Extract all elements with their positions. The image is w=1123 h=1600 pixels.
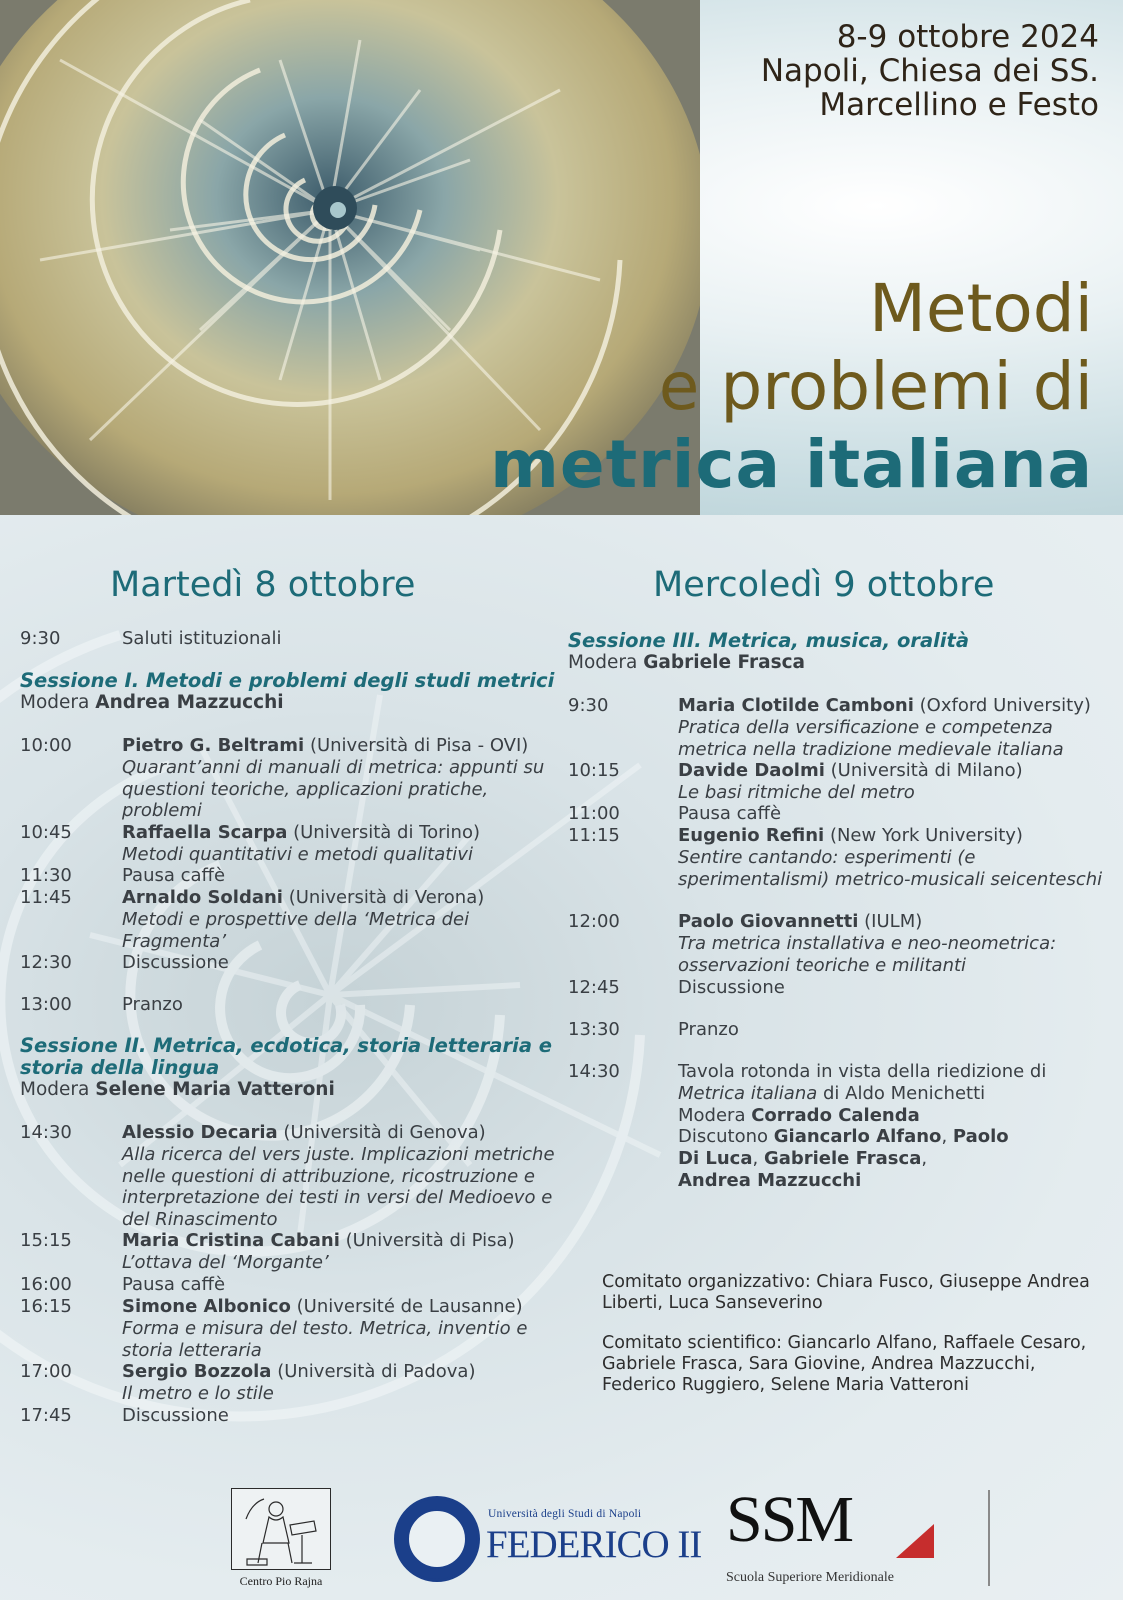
speaker-name: Giancarlo Alfano <box>773 1126 942 1148</box>
speaker-affiliation: (Università di Padova) <box>271 1361 476 1382</box>
talk-content <box>122 1230 567 1274</box>
talk-title: Forma e misura del testo. Metrica, inventio e storia letteraria <box>122 1317 528 1361</box>
title-line-3: metrica italiana <box>490 426 1093 503</box>
round-table-moderator <box>678 1105 1108 1127</box>
divider <box>988 1490 990 1586</box>
speaker-name: Paolo Giovannetti <box>678 911 859 932</box>
speaker-name: Paolo <box>952 1126 1009 1148</box>
talk-title: Le basi ritmiche del metro <box>678 781 915 803</box>
speaker-affiliation: (Università di Torino) <box>287 822 480 843</box>
talk-content <box>678 911 1108 976</box>
round-table-speakers-cont <box>678 1148 1108 1170</box>
break-text: Pausa caffè <box>122 865 226 886</box>
round-table-intro: Tavola rotonda in vista della riedizione di <box>678 1061 1047 1082</box>
speaker-name: Sergio Bozzola <box>122 1361 272 1382</box>
speaker-name: Alessio Decaria <box>122 1122 278 1143</box>
ssm-logo <box>726 1483 986 1590</box>
speaker-affiliation: (New York University) <box>824 825 1023 846</box>
day1-heading: Martedì 8 ottobre <box>110 565 416 605</box>
time: 16:15 <box>20 1296 72 1317</box>
time: 14:30 <box>568 1061 620 1082</box>
talk-content <box>678 695 1108 760</box>
speaker-name: Raffaella Scarpa <box>122 822 288 843</box>
day2-heading: Mercoledì 9 ottobre <box>653 565 995 605</box>
speaker-affiliation: (Università di Verona) <box>282 887 485 908</box>
time: 17:45 <box>20 1405 72 1426</box>
talk-content <box>122 887 567 952</box>
session2-title <box>20 1035 552 1079</box>
ssm-wordmark: SSM <box>726 1483 853 1556</box>
discussion-text: Discussione <box>678 977 785 998</box>
ssm-triangle-icon <box>896 1524 934 1558</box>
title-line-1: Metodi <box>868 270 1093 347</box>
separator: , <box>941 1126 953 1148</box>
separator: , <box>752 1148 764 1170</box>
federico-wordmark: FEDERICO II <box>486 1523 702 1566</box>
organizing-committee: Comitato organizzativo: Chiara Fusco, Giuseppe Andrea Liberti, Luca Sanseverino <box>602 1272 1090 1313</box>
round-table-book <box>678 1083 1108 1105</box>
talk-title: Metodi e prospettive della ‘Metrica dei Fragmenta’ <box>122 908 470 952</box>
speakers-label: Discutono <box>678 1126 774 1148</box>
federico-subtitle: Università degli Studi di Napoli <box>488 1508 642 1520</box>
break-text: Pausa caffè <box>678 803 782 824</box>
time: 9:30 <box>20 628 61 649</box>
talk-content <box>122 1122 567 1231</box>
separator: , <box>921 1148 928 1170</box>
moderator-label: Modera <box>568 652 638 673</box>
time: 12:00 <box>568 911 620 932</box>
time: 14:30 <box>20 1122 72 1143</box>
time: 12:45 <box>568 977 620 998</box>
speaker-affiliation: (Università di Milano) <box>824 760 1023 781</box>
session3-title: Sessione III. Metrica, musica, oralità <box>568 629 970 652</box>
university-seal-icon <box>394 1496 480 1582</box>
talk-content <box>678 825 1108 890</box>
book-title: Metrica italiana <box>678 1082 818 1104</box>
speaker-affiliation: (Università di Pisa - OVI) <box>304 735 529 756</box>
time: 11:45 <box>20 887 72 908</box>
moderator-label: Modera <box>20 1079 90 1100</box>
event-venue-line1: Napoli, Chiesa dei SS. <box>760 53 1099 89</box>
speaker-name: Pietro G. Beltrami <box>122 735 305 756</box>
talk-title: Pratica della versificazione e competenza metrica nella tradizione medievale italiana <box>678 716 1064 760</box>
discussion-text: Discussione <box>122 952 229 973</box>
session3-moderator <box>568 652 805 674</box>
time: 15:15 <box>20 1230 72 1251</box>
time: 10:00 <box>20 735 72 756</box>
time: 11:00 <box>568 803 620 824</box>
scribe-engraving <box>231 1488 331 1570</box>
session2-moderator <box>20 1079 335 1101</box>
partner-logos <box>0 1480 1123 1600</box>
federico-ii-logo <box>394 1496 702 1591</box>
time: 17:00 <box>20 1361 72 1382</box>
talk-content <box>122 1361 567 1405</box>
moderator-name: Gabriele Frasca <box>643 652 806 673</box>
speaker-name: Maria Clotilde Camboni <box>678 695 914 716</box>
talk-content <box>122 735 567 822</box>
speaker-affiliation: (IULM) <box>858 911 923 932</box>
talk-title: L’ottava del ‘Morgante’ <box>122 1251 329 1273</box>
centro-pio-rajna-logo <box>226 1488 336 1590</box>
session1-title: Sessione I. Metodi e problemi degli studi metrici <box>20 669 555 692</box>
opening-text: Saluti istituzionali <box>122 628 282 649</box>
time: 10:15 <box>568 760 620 781</box>
time: 16:00 <box>20 1274 72 1295</box>
talk-title: Tra metrica installativa e neo-neometrica: osservazioni teoriche e militanti <box>678 932 1057 976</box>
speaker-affiliation: (Università di Pisa) <box>339 1230 515 1251</box>
speaker-name: Andrea Mazzucchi <box>678 1169 862 1191</box>
break-text: Pausa caffè <box>122 1274 226 1295</box>
talk-content <box>122 1296 567 1361</box>
session1-moderator <box>20 692 284 714</box>
speaker-affiliation: (Università di Genova) <box>277 1122 486 1143</box>
time: 11:30 <box>20 865 72 886</box>
speaker-name: Davide Daolmi <box>678 760 825 781</box>
speaker-name: Gabriele Frasca <box>763 1148 922 1170</box>
event-info <box>761 20 1099 122</box>
time: 13:30 <box>568 1019 620 1040</box>
time: 11:15 <box>568 825 620 846</box>
event-dates: 8-9 ottobre 2024 <box>836 19 1099 55</box>
event-venue-line2: Marcellino e Festo <box>819 87 1099 123</box>
scientific-committee: Comitato scientifico: Giancarlo Alfano, Raffaele Cesaro, Gabriele Frasca, Sara Giovine, Andrea Mazzucchi, Federico Ruggiero, Selene Maria Vatteroni <box>602 1333 1087 1395</box>
talk-content <box>122 822 567 866</box>
lunch-text: Pranzo <box>678 1019 739 1040</box>
speaker-name: Maria Cristina Cabani <box>122 1230 340 1251</box>
round-table-speakers-end <box>678 1170 1108 1192</box>
scribe-icon <box>232 1489 332 1571</box>
event-title <box>490 270 1093 504</box>
talk-title: Quarant’anni di manuali di metrica: appunti su questioni teoriche, applicazioni pratiche, problemi <box>122 756 545 822</box>
speaker-name: Simone Albonico <box>122 1296 291 1317</box>
moderator-name: Corrado Calenda <box>751 1104 920 1126</box>
book-author: di Aldo Menichetti <box>817 1082 986 1104</box>
moderator-name: Selene Maria Vatteroni <box>95 1079 335 1100</box>
speaker-affiliation: (Université de Lausanne) <box>290 1296 523 1317</box>
session2-title-line1: Sessione II. Metrica, ecdotica, storia letteraria e <box>20 1034 552 1057</box>
discussion-text: Discussione <box>122 1405 229 1426</box>
time: 10:45 <box>20 822 72 843</box>
program-body <box>0 515 1123 1600</box>
talk-content <box>678 760 1108 804</box>
header-banner <box>0 0 1123 515</box>
speaker-name: Di Luca <box>678 1148 753 1170</box>
round-table-speakers <box>678 1126 1108 1148</box>
speaker-affiliation: (Oxford University) <box>913 695 1091 716</box>
speaker-name: Eugenio Refini <box>678 825 825 846</box>
talk-title: Sentire cantando: esperimenti (e sperimentalismi) metrico-musicali seicenteschi <box>678 846 1103 890</box>
talk-title: Metodi quantitativi e metodi qualitativi <box>122 843 473 865</box>
talk-title: Alla ricerca del vers juste. Implicazioni metriche nelle questioni di attribuzione, ricostruzione e interpretazione dei testi in versi del Medioevo e del Rinascimento <box>122 1143 555 1231</box>
talk-title: Il metro e lo stile <box>122 1382 274 1404</box>
moderator-label: Modera <box>678 1104 752 1126</box>
round-table-content <box>678 1061 1108 1192</box>
time: 12:30 <box>20 952 72 973</box>
time: 13:00 <box>20 994 72 1015</box>
speaker-name: Arnaldo Soldani <box>122 887 283 908</box>
session2-title-line2: storia della lingua <box>20 1056 220 1079</box>
centro-pio-rajna-caption: Centro Pio Rajna <box>239 1574 323 1588</box>
ssm-caption: Scuola Superiore Meridionale <box>726 1570 894 1585</box>
title-line-2: e problemi di <box>658 348 1093 425</box>
moderator-name: Andrea Mazzucchi <box>95 692 284 713</box>
lunch-text: Pranzo <box>122 994 183 1015</box>
moderator-label: Modera <box>20 692 90 713</box>
time: 9:30 <box>568 695 609 716</box>
